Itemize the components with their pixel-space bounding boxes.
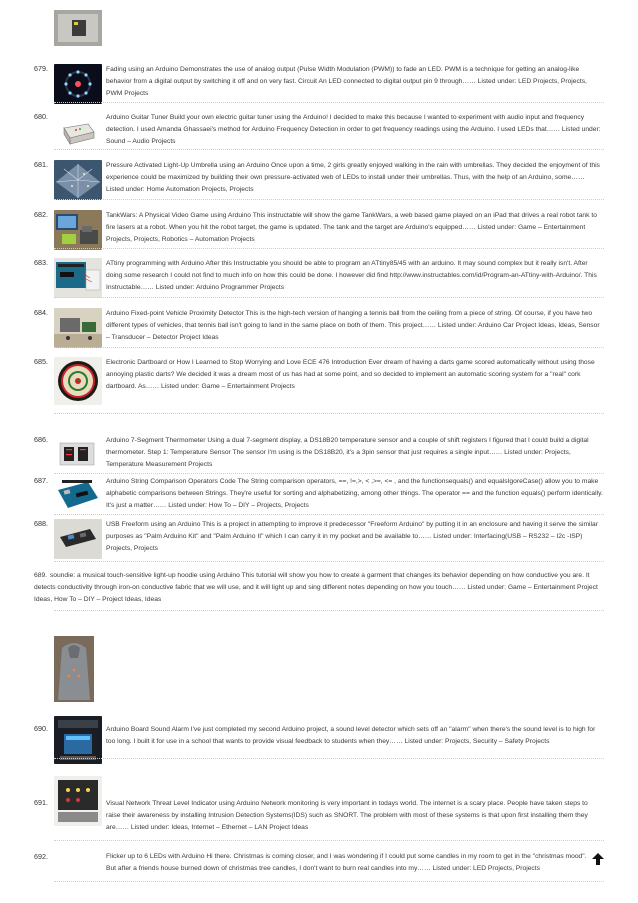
divider [54,610,604,611]
tankwars-thumbnail[interactable] [54,210,102,250]
item-number: 686. [34,435,48,444]
item-description[interactable]: Flicker up to 6 LEDs with Arduino Hi there. Christmas is coming closer, and I was wondering if I could put some candles in my room to get in the "christmas mood". But after a friends house burned down of christmas tree candles, I don't want to burn real candles into my…… Listed under: LED Projects, Projects [106,853,587,872]
item-description[interactable]: TankWars: A Physical Video Game using Arduino This instructable will show the game TankWars, a web based game played on an iPad that drives a real robot tank to fire lasers at a robot. When you hit the robot target, the game is updated. The tank and the target are Arduino's equipped…… Listed under: Game – Entertainment Projects, Projects, Robotics – Automation Projects [106,212,597,243]
divider [54,514,604,515]
item-description[interactable]: Arduino Fixed-point Vehicle Proximity Detector This is the high-tech version of hanging a tennis ball from the ceiling from a piece of string. Of course, if you have two different types of vehicles, that tennis ball isn't going to land in the same place on both of them. This project…… Listed under: Arduino Car Project Ideas, Ideas, Sensor – Transducer – Detector Project Ideas [106,310,600,341]
usb-freeform-thumbnail[interactable] [54,519,102,559]
scroll-to-top-icon[interactable] [592,852,604,864]
item-description[interactable]: Arduino Guitar Tuner Build your own electric guitar tuner using the Arduino! I decided to make this because I wanted to experiment with audio input and frequency detection. I used Amanda Ghassaei's method for Arduino Frequency Detection in order to get frequency readings using the Arduino. I used LEDs that…… Listed under: Sound – Audio Projects [106,114,601,145]
item-description[interactable]: Arduino Board Sound Alarm I've just completed my second Arduino project, a sound level detector which sets off an "alarm" when there's the sound level is to high for too long. I built it for use in a school that wants to provide visual feedback to students when they…… Listed under: Projects, Security – Safety Projects [106,726,596,745]
hoodie-thumbnail[interactable] [54,636,94,702]
seven-segment-thumbnail[interactable] [54,435,102,475]
item-number: 679. [34,64,48,73]
item-number: 689. [34,572,48,579]
divider [54,248,604,249]
item-description[interactable]: Arduino String Comparison Operators Code The String comparison operators, ==, !=,>, < ,>=, <= , and the functionsequals() and equalsIgoreCase() allow you to make alphabetic comparisons between Strings. They're useful for sorting and alphabetizing, among other things. The operator == and the function equals() perform identically. It's just a matter…… Listed under: How To – DIY – Projects, Projects [106,478,603,509]
dartboard-thumbnail[interactable] [54,357,102,405]
threat-indicator-thumbnail[interactable] [54,776,102,826]
divider [54,102,604,103]
item-description[interactable]: ATtiny programming with Arduino After this Instructable you should be able to program an ATtiny85/45 with an arduino. It may sound complex but it really isn't. After doing some research I could not find to much info on how this could be done. I however did find http://www.instructables.com/id/Program-an-ATtiny-with-Arduino/. This Instructable…… Listed under: Arduino Programmer Projects [106,260,597,291]
item-description[interactable]: USB Freeform using an Arduino This is a project in attempting to improve it predecessor "Freeform Arduino" by putting it in an enclosure and having it serve the similar purposes as "Palm Arduino Kit" and "Palm Arduino II" which I can carry it in my pocket and be available to…… Listed under: Interfacing(USB – RS232 – I2c -ISP) Projects, Projects [106,521,598,552]
item-number: 680. [34,112,48,121]
divider [54,473,604,474]
sound-alarm-thumbnail[interactable] [54,716,102,764]
top-thumbnail-image[interactable] [54,10,102,46]
divider [54,199,604,200]
item-number: 681. [34,160,48,169]
item-number: 685. [34,357,48,366]
arduino-uno-thumbnail[interactable] [54,476,102,516]
item-number: 691. [34,798,48,807]
item-number: 682. [34,210,48,219]
item-number: 687. [34,476,48,485]
divider [54,758,604,759]
item-description[interactable]: Fading using an Arduino Demonstrates the use of analog output (Pulse Width Modulation (PWM)) to fade an LED. PWM is a technique for getting an analog-like behavior from a digital output by switching it off and on very fast. Circuit An LED connected to digital output pin 9 through…… Listed under: LED Projects, Projects, PWM Projects [106,66,587,97]
item-description[interactable]: Pressure Activated Light-Up Umbrella using an Arduino Once upon a time, 2 girls greatly enjoyed walking in the rain with umbrellas. They decided the enjoyment of this experience could be maximized by building their own pressure-activated web of LEDs to install under their umbrellas. Thus, with the help of an Arduino, some…… Listed under: Home Automation Projects, Projects [106,162,600,193]
item-description[interactable]: Electronic Dartboard or How I Learned to Stop Worrying and Love ECE 476 Introduction Ever dream of having a darts game scored automatically without using those annoying plastic darts? We decided it was a dream most of us has had at some point, and so decided to implement an automatic scoring system for a "real" cork dartboard. As…… Listed under: Game – Entertainment Projects [106,359,595,390]
umbrella-thumbnail[interactable] [54,160,102,200]
divider [54,881,604,882]
list-item [34,570,604,605]
divider [54,297,604,298]
divider [54,561,604,562]
divider [54,149,604,150]
led-ring-thumbnail[interactable] [54,64,102,104]
item-description[interactable]: Visual Network Threat Level Indicator using Arduino Network monitoring is very important in todays world. The internet is a scary place. People have taken steps to raise their awareness by installing Intrusion Detection Systems(IDS) such as SNORT. The problem with most of these systems is that upon first installing them they are…… Listed under: Ideas, Internet – Ethernet – LAN Project Ideas [106,800,588,831]
guitar-tuner-thumbnail[interactable] [54,112,102,152]
divider [54,413,604,414]
proximity-detector-thumbnail[interactable] [54,308,102,348]
item-number: 688. [34,519,48,528]
item-description[interactable]: Arduino 7-Segment Thermometer Using a dual 7-segment display, a DS18B20 temperature sensor and a couple of shift registers I figured that I could build a digital thermometer. Step 1: Temperature Sensor The sensor I'm using is the DS18B20, it's a 3pin sensor that just requires a single input…… Listed under: Projects, Temperature Measurement Projects [106,437,589,468]
divider [54,840,604,841]
arduino-board-thumbnail[interactable] [54,258,102,298]
item-number: 690. [34,724,48,733]
item-description[interactable]: soundie: a musical touch-sensitive light-up hoodie using Arduino This tutorial will show you how to create a garment that changes its behavior depending on how conductive you are. It detects conductivity through iron-on conductive fabric that we will use, and it will light up and sing different notes depending on how you touch…… Listed under: Game – Entertainment Project Ideas, How To – DIY – Project Ideas, Ideas [34,572,598,603]
item-number: 683. [34,258,48,267]
item-number: 692. [34,852,48,861]
item-number: 684. [34,308,48,317]
divider [54,347,604,348]
